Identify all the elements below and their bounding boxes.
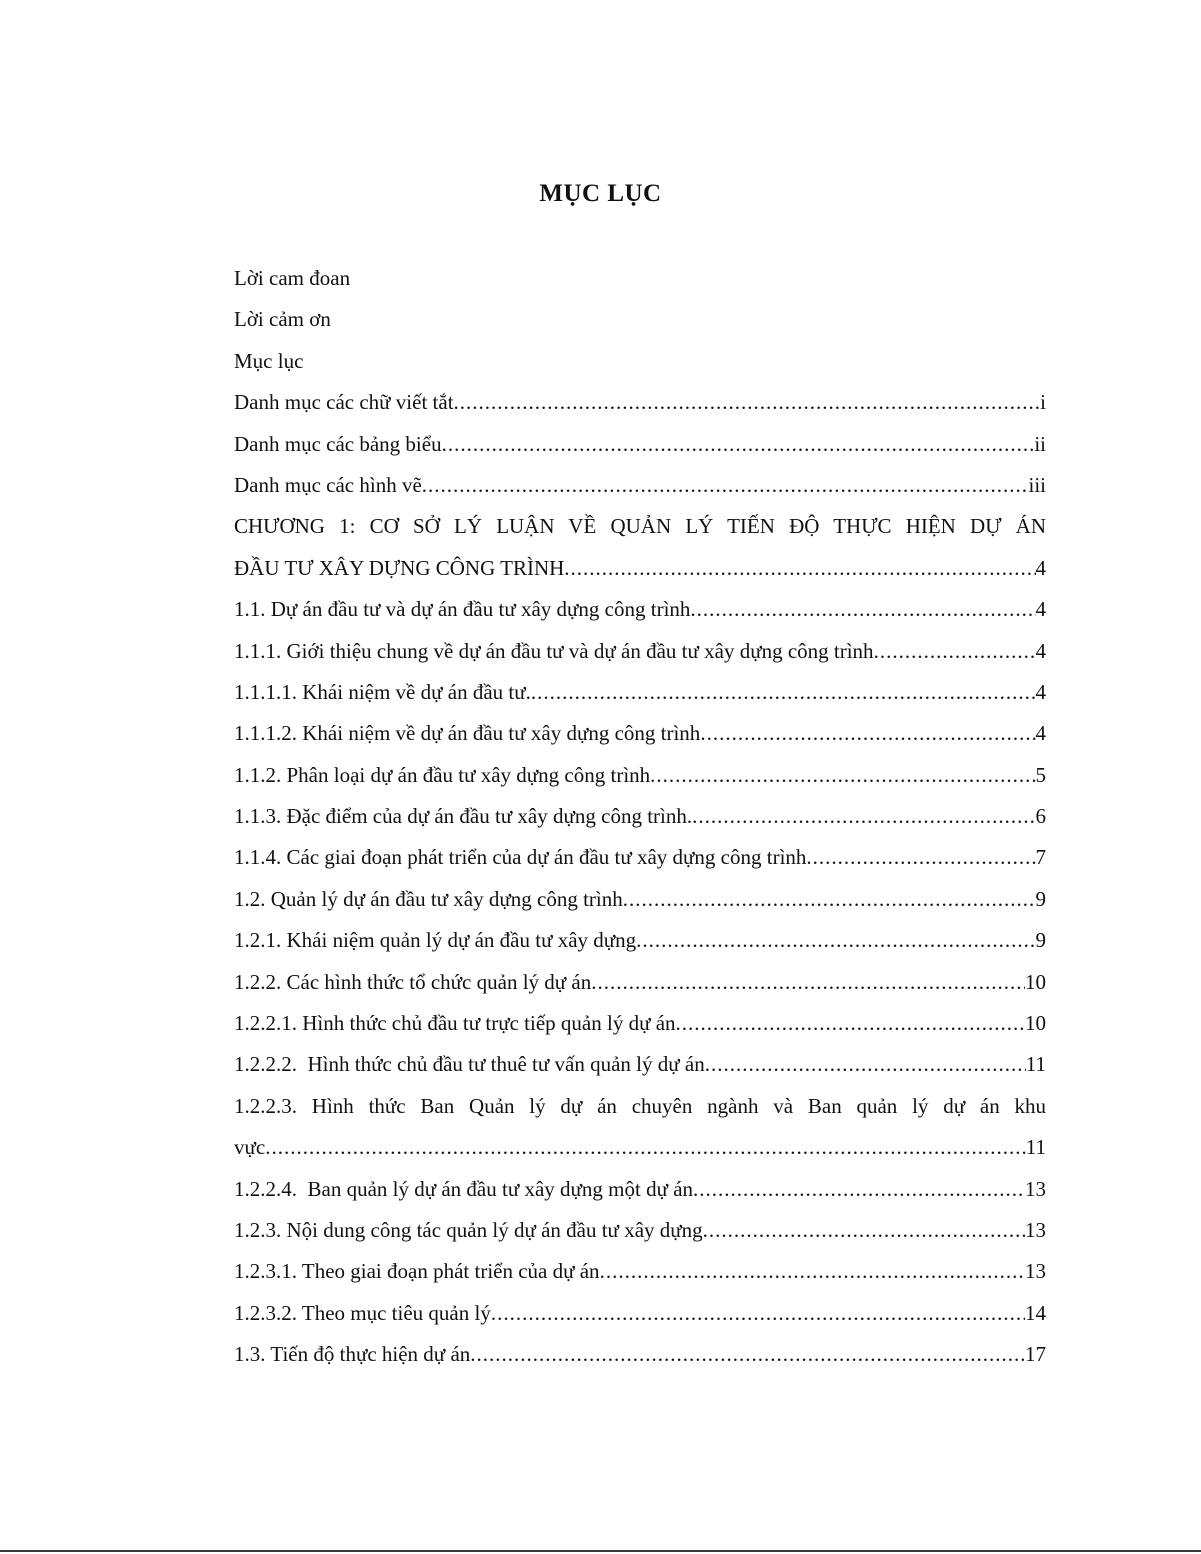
dot-leader (422, 469, 1029, 502)
toc-page-number: 9 (1035, 886, 1046, 911)
toc-entry-text: 1.1. Dự án đầu tư và dự án đầu tư xây dựng công trình (234, 597, 691, 622)
toc-entry-text: Danh mục các bảng biểu (234, 431, 442, 456)
toc-entry-text: Lời cam đoan (234, 266, 351, 290)
toc-entry-text: CHƯƠNG 1: CƠ SỞ LÝ LUẬN VỀ QUẢN LÝ TIẾN ĐỘ THỰC HIỆN DỰ ÁN (234, 514, 1046, 539)
toc-entry-1-1-3[interactable] (234, 800, 1046, 841)
toc-entry-text: 1.1.1.2. Khái niệm về dự án đầu tư xây dựng công trình (234, 721, 701, 746)
toc-entry-1-1-4[interactable] (234, 841, 1046, 882)
toc-entry-text: 1.2.2.2. Hình thức chủ đầu tư thuê tư vấn quản lý dự án (234, 1052, 705, 1077)
toc-entry-1-1[interactable] (234, 593, 1046, 634)
toc-entry-1-2-3-1[interactable] (234, 1255, 1046, 1296)
toc-entry-text: 1.2. Quản lý dự án đầu tư xây dựng công trình (234, 886, 623, 911)
dot-leader (692, 800, 1035, 833)
dot-leader (693, 1173, 1025, 1206)
toc-page-number: 10 (1025, 969, 1046, 994)
toc-entry-1-1-1-2[interactable] (234, 717, 1046, 758)
dot-leader (600, 1255, 1025, 1288)
toc-page-number: 9 (1035, 928, 1046, 953)
dot-leader (690, 593, 1035, 626)
dot-leader (700, 717, 1035, 750)
toc-page-number: 4 (1035, 597, 1046, 622)
toc-entry-text: 1.2.3.1. Theo giai đoạn phát triển của dự án (234, 1259, 600, 1284)
toc-entry-text: 1.1.1.1. Khái niệm về dự án đầu tư. (234, 679, 531, 704)
dot-leader (703, 1214, 1025, 1247)
dot-leader (806, 841, 1035, 874)
toc-entry-text: 1.3. Tiến độ thực hiện dự án (234, 1342, 471, 1367)
toc-page-number: ii (1034, 431, 1046, 456)
dot-leader (491, 1297, 1025, 1330)
toc-page-number: 11 (1025, 1135, 1046, 1160)
toc-entry-text: 1.2.2.1. Hình thức chủ đầu tư trực tiếp quản lý dự án (234, 1011, 676, 1036)
toc-page-number: 5 (1035, 762, 1046, 787)
toc-entry-text: Danh mục các hình vẽ (234, 472, 422, 497)
toc-entry-1-2-2-3-line-1[interactable] (234, 1090, 1046, 1131)
toc-page-number: 4 (1035, 555, 1046, 580)
table-of-contents (234, 262, 1046, 1380)
toc-entry-text: Lời cảm ơn (234, 307, 331, 332)
toc-entry-1-2[interactable] (234, 883, 1046, 924)
toc-entry-text: 1.2.3.2. Theo mục tiêu quản lý (234, 1300, 491, 1325)
toc-entry-text: 1.1.3. Đặc điểm của dự án đầu tư xây dựng công trình. (234, 804, 693, 829)
toc-entry-loi-cam-doan[interactable] (234, 262, 1046, 303)
toc-entry-text: 1.1.4. Các giai đoạn phát triển của dự án đầu tư xây dựng công trình (234, 845, 807, 870)
toc-entry-text: 1.2.2. Các hình thức tổ chức quản lý dự án (234, 969, 592, 994)
dot-leader (705, 1048, 1026, 1081)
toc-page-number: 17 (1025, 1342, 1046, 1367)
dot-leader (442, 428, 1035, 461)
toc-entry-1-1-1[interactable] (234, 635, 1046, 676)
dot-leader (650, 759, 1035, 792)
dot-leader (265, 1131, 1026, 1164)
toc-page-number: 11 (1025, 1052, 1046, 1077)
dot-leader (470, 1338, 1025, 1371)
dot-leader (591, 966, 1025, 999)
dot-leader (636, 924, 1035, 957)
toc-entry-1-1-1-1[interactable] (234, 676, 1046, 717)
toc-page-number: 6 (1035, 804, 1046, 829)
page-title: MỤC LỤC (539, 180, 662, 207)
toc-entry-muc-luc[interactable] (234, 345, 1046, 386)
toc-entry-1-2-2-2[interactable] (234, 1048, 1046, 1089)
toc-page-number: 13 (1025, 1259, 1046, 1284)
toc-page-number: 4 (1035, 679, 1046, 704)
toc-entry-bang-bieu[interactable] (234, 428, 1046, 469)
toc-entry-text: 1.2.2.4. Ban quản lý dự án đầu tư xây dựng một dự án (234, 1176, 694, 1201)
toc-entry-1-2-3[interactable] (234, 1214, 1046, 1255)
toc-entry-text: Mục lục (234, 348, 304, 373)
toc-entry-text: 1.1.1. Giới thiệu chung về dự án đầu tư và dự án đầu tư xây dựng công trình (234, 638, 874, 663)
dot-leader (623, 883, 1036, 916)
toc-entry-text: vực (234, 1135, 266, 1160)
toc-page-number: 4 (1035, 638, 1046, 663)
toc-entry-hinh-ve[interactable] (234, 469, 1046, 510)
dot-leader (531, 676, 1036, 709)
toc-entry-1-2-2-3-line-2[interactable] (234, 1131, 1046, 1172)
toc-entry-1-2-2-4[interactable] (234, 1173, 1046, 1214)
dot-leader (564, 552, 1035, 585)
toc-entry-text: 1.2.1. Khái niệm quản lý dự án đầu tư xây dựng (234, 928, 637, 953)
toc-entry-text: 1.2.2.3. Hình thức Ban Quản lý dự án chuyên ngành và Ban quản lý dự án khu (234, 1093, 1046, 1118)
dot-leader (676, 1007, 1025, 1040)
toc-page-number: iii (1028, 472, 1046, 497)
toc-page-number: 10 (1025, 1011, 1046, 1036)
dot-leader (874, 635, 1036, 668)
toc-entry-1-2-2-1[interactable] (234, 1007, 1046, 1048)
toc-entry-chuong-1-line-1[interactable] (234, 510, 1046, 551)
toc-entry-1-1-2[interactable] (234, 759, 1046, 800)
toc-entry-1-2-3-2[interactable] (234, 1297, 1046, 1338)
toc-page-number: 14 (1025, 1300, 1046, 1325)
toc-entry-1-2-1[interactable] (234, 924, 1046, 965)
page-bottom-border (0, 1550, 1201, 1552)
toc-entry-text: Danh mục các chữ viết tắt (234, 390, 454, 415)
toc-entry-chu-viet-tat[interactable] (234, 386, 1046, 427)
toc-entry-loi-cam-on[interactable] (234, 303, 1046, 344)
toc-entry-text: 1.2.3. Nội dung công tác quản lý dự án đầu tư xây dựng (234, 1217, 703, 1242)
toc-page-number: 4 (1035, 721, 1046, 746)
dot-leader (454, 386, 1041, 419)
toc-entry-1-3[interactable] (234, 1338, 1046, 1379)
toc-entry-text: 1.1.2. Phân loại dự án đầu tư xây dựng công trình (234, 762, 651, 787)
toc-entry-text: ĐẦU TƯ XÂY DỰNG CÔNG TRÌNH (234, 555, 565, 580)
toc-entry-1-2-2[interactable] (234, 966, 1046, 1007)
toc-page-number: 13 (1025, 1217, 1046, 1242)
toc-entry-chuong-1-line-2[interactable] (234, 552, 1046, 593)
toc-page-number: i (1040, 390, 1046, 415)
toc-page-number: 13 (1025, 1176, 1046, 1201)
toc-page-number: 7 (1035, 845, 1046, 870)
